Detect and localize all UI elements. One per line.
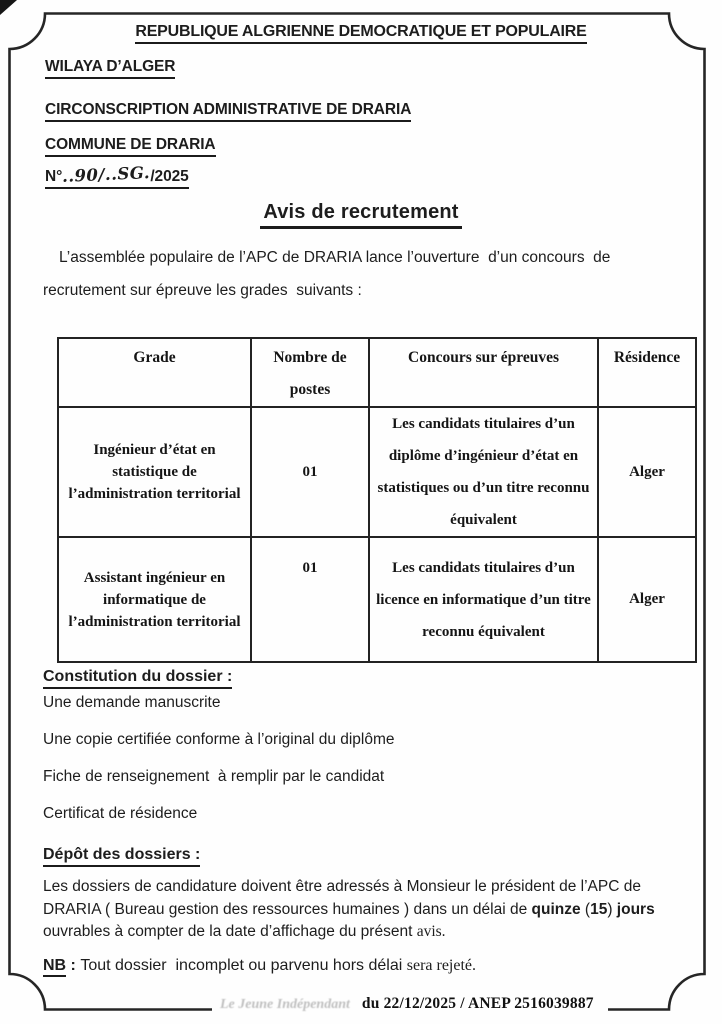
grades-table [57, 337, 697, 663]
reference-number-line [45, 163, 189, 189]
concours-cell: Les candidats titulaires d’un licence en informatique d’un titre reconnu équivalent [369, 537, 598, 662]
reference-suffix: /2025 [150, 168, 189, 185]
table-row [58, 407, 696, 537]
col-header-residence: Résidence [598, 338, 696, 407]
list-item: Une copie certifiée conforme à l’original du diplôme [43, 731, 395, 748]
document-title: Avis de recrutement [45, 201, 677, 229]
postes-cell: 01 [251, 537, 369, 662]
reference-prefix: N° [45, 168, 63, 185]
commune-line: COMMUNE DE DRARIA [45, 136, 216, 157]
table-header-row [58, 338, 696, 407]
col-header-postes: Nombre de postes [251, 338, 369, 407]
postes-cell: 01 [251, 407, 369, 537]
reference-number [45, 163, 189, 189]
constitution-items [43, 692, 395, 840]
col-header-concours: Concours sur épreuves [369, 338, 598, 407]
footer-publication-line: du 22/12/2025 / ANEP 2516039887 [361, 995, 594, 1012]
publication-footer [212, 991, 608, 1017]
nb-label: NB [43, 957, 66, 977]
grade-cell: Ingénieur d’état en statistique de l’administration territorial [58, 407, 251, 537]
republic-heading [45, 23, 677, 44]
list-item: Une demande manuscrite [43, 694, 221, 711]
list-item: Certificat de résidence [43, 805, 198, 822]
constitution-heading: Constitution du dossier : [43, 668, 232, 689]
col-header-grade: Grade [58, 338, 251, 407]
footer-faded-text: Le Jeune Indépendant [220, 997, 350, 1012]
residence-cell: Alger [598, 407, 696, 537]
table-row [58, 537, 696, 662]
list-item: Fiche de renseignement à remplir par le candidat [43, 768, 385, 785]
wilaya-line: WILAYA D’ALGER [45, 58, 175, 79]
nb-note: NB : Tout dossier incomplet ou parvenu hors délai sera rejeté. [43, 957, 476, 977]
depot-heading: Dépôt des dossiers : [43, 846, 200, 867]
residence-cell: Alger [598, 537, 696, 662]
grade-cell: Assistant ingénieur en informatique de l’administration territorial [58, 537, 251, 662]
concours-cell: Les candidats titulaires d’un diplôme d’ingénieur d’état en statistiques ou d’un titre reconnu équivalent [369, 407, 598, 537]
intro-paragraph: L’assemblée populaire de l’APC de DRARIA lance l’ouverture d’un concours de recrutement sur épreuve les grades suivants : [43, 249, 615, 299]
republic-heading-text: REPUBLIQUE ALGRIENNE DEMOCRATIQUE ET POPULAIRE [135, 23, 586, 44]
depot-paragraph: Les dossiers de candidature doivent être adressés à Monsieur le président de l’APC de DRARIA ( Bureau gestion des ressources humaines ) dans un délai de quinze (15) jours ouvrables à compter de la date d’affichage du présent avis. [43, 878, 660, 940]
reference-handwritten: ..90/..SG. [61, 163, 151, 186]
circonscription-line: CIRCONSCRIPTION ADMINISTRATIVE DE DRARIA [45, 101, 411, 122]
